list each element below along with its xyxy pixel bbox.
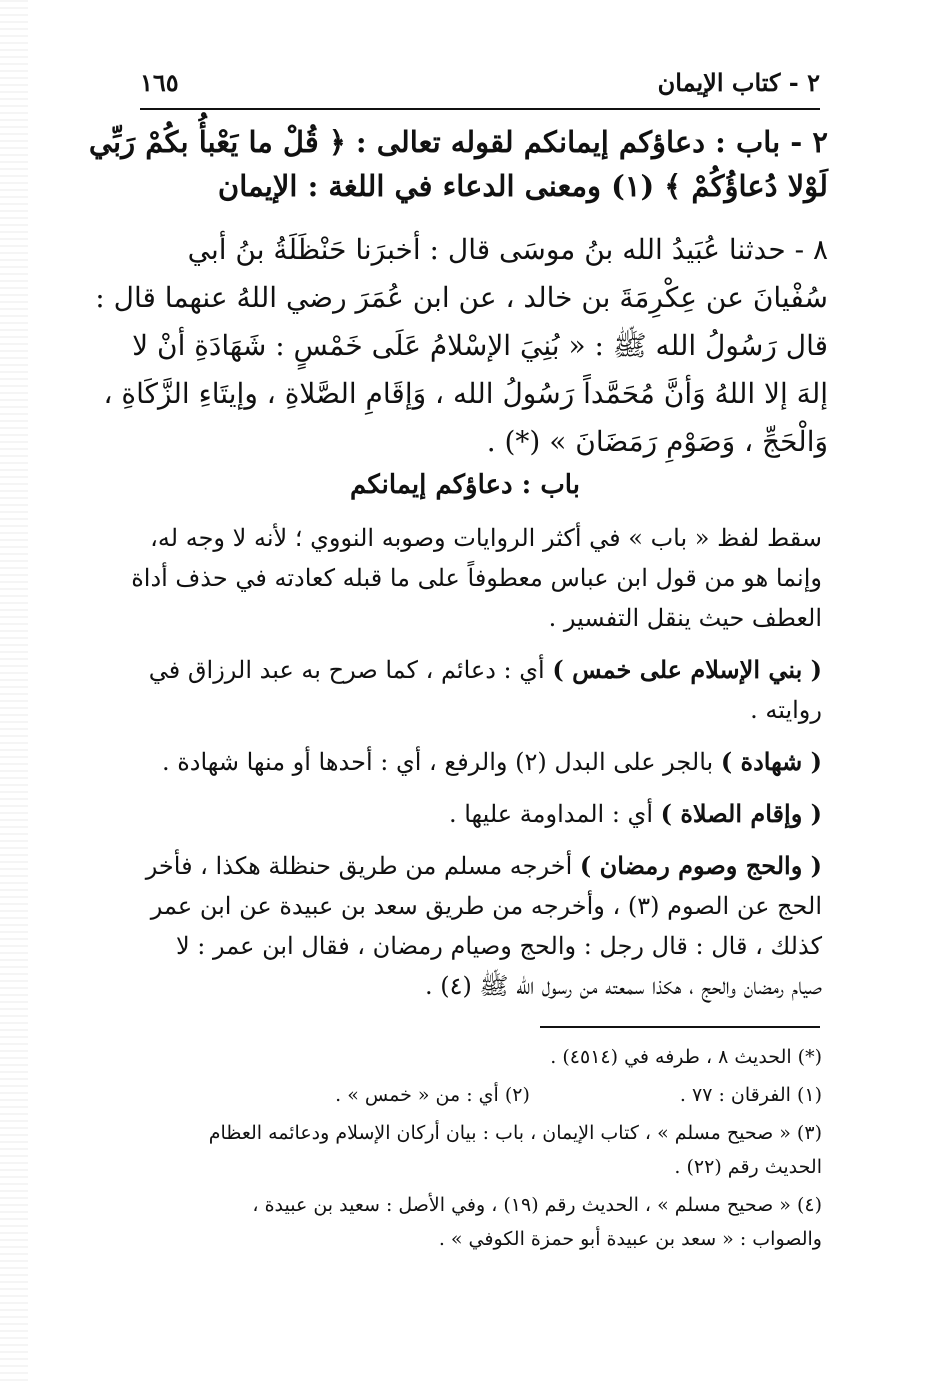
commentary-text: أي : المداومة عليها . xyxy=(448,800,661,828)
footnote-star xyxy=(112,1040,822,1074)
hadith-line: إلهَ إلا اللهُ وَأنَّ مُحَمَّداً رَسُولُ الله ، وَإقَامِ الصَّلاةِ ، وإيتَاءِ الزَّكَاةِ ، xyxy=(103,377,828,410)
footnote-line: الحديث رقم (٢٢) . xyxy=(674,1156,822,1178)
heading-line: لَوْلا دُعاؤُكُمْ ﴾ (١) ومعنى الدعاء في اللغة : الإيمان xyxy=(217,169,828,203)
commentary-line: روايته . xyxy=(750,696,822,724)
header-divider xyxy=(140,108,820,110)
hadith-line: ٨ - حدثنا عُبَيدُ الله بنُ موسَى قال : أخبرَنا حَنْظَلَةُ بنُ أبي xyxy=(187,233,828,266)
footnote-divider xyxy=(540,1026,820,1028)
commentary-heading: باب : دعاؤكم إيمانكم xyxy=(350,470,580,500)
commentary-line xyxy=(112,794,822,834)
hadith-line: وَالْحَجِّ ، وَصَوْمِ رَمَضَانَ » (*) . xyxy=(486,425,828,458)
commentary-line xyxy=(112,650,822,690)
footnote-2: (٢) أي : من « خمس » . xyxy=(335,1084,530,1106)
commentary-line: كذلك ، قال : قال رجل : والحج وصيام رمضان ، فقال ابن عمر : لا xyxy=(175,932,822,960)
hadith-line: قال رَسُولُ الله ﷺ : « بُنِيَ الإسْلامُ عَلَى خَمْسٍ : شَهَادَةِ أنْ لا xyxy=(132,329,828,362)
commentary-paragraph xyxy=(112,846,822,1006)
commentary-line: صيام رمضان والحج ، هكذا سمعته من رسول الله ﷺ (٤) . xyxy=(425,972,822,1000)
commentary-paragraph xyxy=(112,794,822,834)
footnote-line: (*) الحديث ٨ ، طرفه في (٤٥١٤) . xyxy=(550,1046,822,1068)
commentary-text: أخرجه مسلم من طريق حنظلة هكذا ، فأخر xyxy=(145,852,580,880)
heading-line: ٢ - باب : دعاؤكم إيمانكم لقوله تعالى : ﴿ قُلْ ما يَعْبأُ بكُمْ رَبِّي xyxy=(88,125,828,159)
commentary-term: ( بني الإسلام على خمس ) xyxy=(552,655,822,684)
hadith-line: سُفْيانَ عن عِكْرِمَةَ بن خالد ، عن ابن عُمَرَ رضي اللهُ عنهما قال : xyxy=(95,281,828,314)
footnote-row xyxy=(112,1078,822,1112)
page-header xyxy=(140,58,820,106)
footnote-line: والصواب : « سعد بن عبيدة أبو حمزة الكوفي » . xyxy=(438,1228,822,1250)
hadith-text xyxy=(95,226,828,466)
scan-edge-artifact xyxy=(0,0,28,1384)
footnote-1: (١) الفرقان : ٧٧ . xyxy=(679,1084,822,1106)
page-number: ١٦٥ xyxy=(140,67,179,97)
commentary-line: العطف حيث ينقل التفسير . xyxy=(548,604,822,632)
commentary-term: ( وإقام الصلاة ) xyxy=(660,799,822,828)
commentary-line xyxy=(112,846,822,886)
footnote-3 xyxy=(112,1116,822,1184)
commentary-term: ( والحج وصوم رمضان ) xyxy=(579,851,822,880)
commentary-term: ( شهادة ) xyxy=(720,747,822,776)
commentary-line: الحج عن الصوم (٣) ، وأخرجه من طريق سعد بن عبيدة عن ابن عمر xyxy=(150,892,822,920)
footnote-line: (٤) « صحيح مسلم » ، الحديث رقم (١٩) ، وفي الأصل : سعيد بن عبيدة ، xyxy=(252,1194,822,1216)
commentary-text: بالجر على البدل (٢) والرفع ، أي : أحدها أو منها شهادة . xyxy=(161,748,721,776)
chapter-heading xyxy=(88,120,828,208)
footnote-4 xyxy=(112,1188,822,1256)
commentary-text: أي : دعائم ، كما صرح به عبد الرزاق في xyxy=(148,656,553,684)
footnotes xyxy=(112,1040,822,1260)
commentary-line: سقط لفظ « باب » في أكثر الروايات وصوبه النووي ؛ لأنه لا وجه له، xyxy=(150,524,822,552)
commentary-body xyxy=(112,518,822,1018)
commentary-paragraph xyxy=(112,650,822,730)
footnote-line: (٣) « صحيح مسلم » ، كتاب الإيمان ، باب : بيان أركان الإسلام ودعائمه العظام xyxy=(208,1122,822,1144)
commentary-paragraph xyxy=(112,742,822,782)
running-title: ٢ - كتاب الإيمان xyxy=(657,67,820,97)
commentary-line: وإنما هو من قول ابن عباس معطوفاً على ما قبله كعادته في حذف أداة xyxy=(131,564,822,592)
commentary-line xyxy=(112,742,822,782)
commentary-paragraph xyxy=(112,518,822,638)
